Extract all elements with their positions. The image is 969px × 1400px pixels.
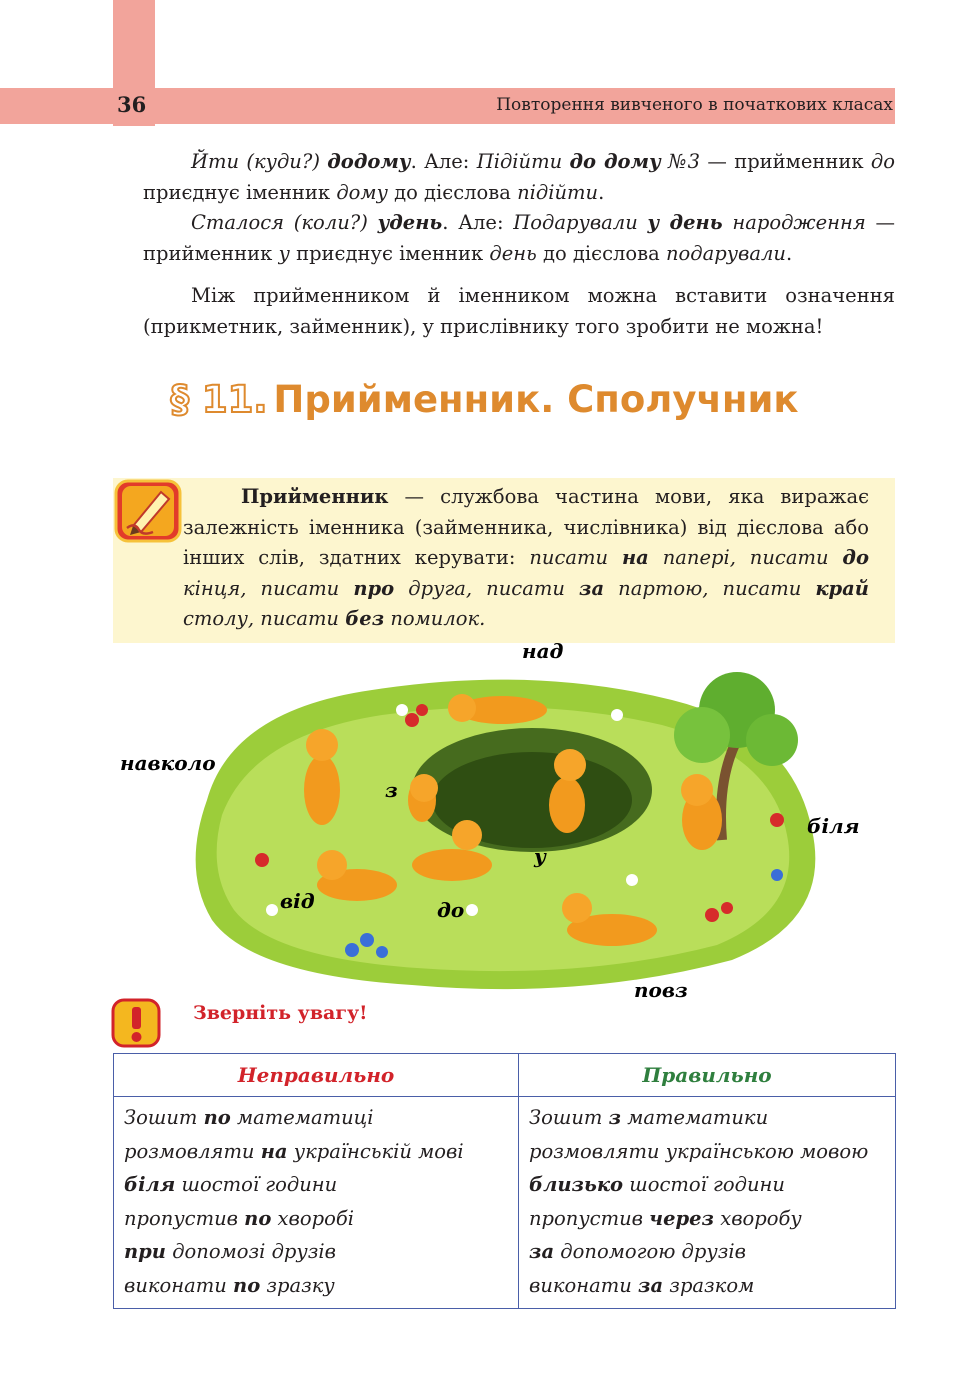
text-run: подарували [665,241,786,265]
text-run: Йти (куди?) [191,150,328,173]
label-nad: над [522,640,564,663]
wrong-column [114,1097,519,1309]
text-run: приєднує іменник [289,241,490,265]
text-run: математики [621,1106,769,1129]
text-run: на [621,546,649,569]
text-run: . Але: [442,211,514,234]
intro-paragraph-2 [143,208,895,269]
intro-paragraph-3-block [143,281,895,342]
section-title: Прийменник. Сполучник [273,378,799,421]
right-row [529,1135,885,1169]
text-run: про [353,576,395,600]
text-run: Зошит [124,1106,204,1129]
label-navkolo: навколо [120,751,216,775]
text-run: при [124,1240,166,1263]
section-heading [0,378,969,421]
text-run: виконати [124,1273,234,1297]
exclamation-icon [111,998,161,1048]
attention-title: Зверніть увагу! [193,1002,368,1024]
header-right: Правильно [519,1054,896,1097]
wrong-row [124,1202,508,1236]
comparison-table [113,1053,896,1309]
text-run: допомогою друзів [554,1240,746,1263]
intro-paragraph-3: Між прийменником й іменником можна вставити означення (прикметник, займенник), у прислівнику того зробити не можна! [143,284,895,338]
text-run: помилок. [384,607,486,630]
text-run: народження [722,211,866,234]
definition-text [143,482,869,635]
text-run: Подарували [513,211,648,234]
text-run: Сталося (коли?) [191,211,378,234]
text-run: . Але: [410,150,477,173]
text-run: №3 [660,150,701,173]
text-run: за [638,1273,664,1297]
text-run: зразку [260,1273,335,1297]
text-run: за [579,576,605,600]
text-run: біля [124,1173,176,1196]
text-run: кінця, писати [183,576,354,600]
text-run: виконати [529,1273,639,1297]
text-run: день [489,241,537,265]
label-do: до [437,898,465,922]
text-run: . [785,241,793,265]
text-run: допомозі друзів [166,1240,336,1263]
text-run: до [842,546,869,569]
text-run: . [598,180,605,204]
text-run: по [233,1273,261,1297]
text-run: додому [327,150,411,173]
text-run: хворобу [714,1206,802,1230]
text-run: до дієслова [387,180,518,204]
label-u: у [534,844,546,868]
text-run: по [244,1206,272,1230]
text-run: математиці [230,1106,374,1129]
right-row [529,1269,885,1303]
text-run: розмовляти [124,1139,261,1163]
text-run: підійти [517,180,599,204]
text-run: писати [529,546,622,569]
right-row [529,1235,885,1269]
text-run: столу, писати [183,607,346,630]
right-row [529,1101,885,1135]
text-run: на [260,1139,288,1163]
wrong-row [124,1269,508,1303]
right-row [529,1168,885,1202]
header-wrong: Неправильно [114,1054,519,1097]
label-z: з [385,778,398,802]
text-run: — прийменник [700,150,871,173]
text-run: приєднує іменник [143,180,337,204]
running-title: Повторення вивченого в початкових класах [496,95,893,115]
wrong-row [124,1135,508,1169]
section-number: § 11. [170,378,268,421]
text-run: до дому [569,150,661,173]
wrong-row [124,1168,508,1202]
text-run: до дієслова [536,241,666,265]
text-run: з [608,1106,622,1129]
wrong-row [124,1235,508,1269]
text-run: по [203,1106,231,1129]
text-run: Підійти [476,150,570,173]
text-run: хворобі [271,1206,355,1230]
text-run: у [278,241,290,265]
text-run: — службова частина мови, яка виражає залежність іменника (займенника, числівника) від дієслова або інших слів, здатних керувати: [183,485,869,569]
text-run: край [815,576,869,600]
text-run: до [870,150,895,173]
text-run: шостої години [175,1173,338,1196]
foxes-illustration [112,640,872,1000]
right-row [529,1202,885,1236]
text-run: дому [336,180,388,204]
wrong-row [124,1101,508,1135]
text-run: партою, писати [604,576,816,600]
label-bilia: біля [807,814,860,838]
label-povz: повз [634,978,688,1000]
text-run: зразком [663,1273,755,1297]
text-run: українській мові [287,1139,464,1163]
right-column [519,1097,896,1309]
text-run: пропустив [124,1206,245,1230]
text-run: пропустив [529,1206,650,1230]
text-run: Прийменник [241,485,389,508]
label-vid: від [280,889,315,913]
text-run: друга, писати [394,576,579,600]
text-run: розмовляти українською мовою [529,1139,869,1163]
text-run: через [649,1206,715,1230]
intro-paragraph-1 [143,147,895,208]
text-run: за [529,1240,555,1263]
intro-block [143,147,895,269]
page-number: 36 [117,92,147,117]
text-run: удень [377,211,443,234]
text-run: папері, писати [648,546,843,569]
text-run: — прийменник [143,211,895,265]
text-run: у день [647,211,723,234]
text-run: Зошит [529,1106,609,1129]
text-run: близько [529,1173,624,1196]
text-run: шостої години [623,1173,785,1196]
definition-paragraph [143,482,869,635]
text-run: без [345,607,385,630]
